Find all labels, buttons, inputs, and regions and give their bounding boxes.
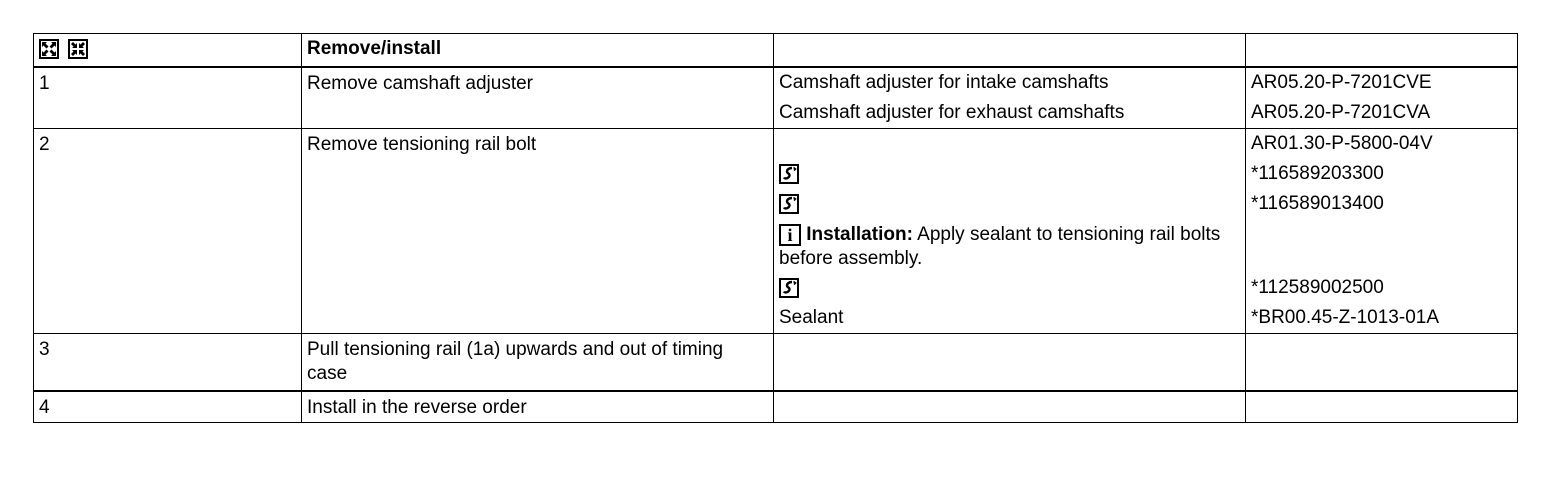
table-row bbox=[34, 334, 1518, 392]
step-details bbox=[774, 67, 1246, 129]
special-tool-icon[interactable] bbox=[779, 278, 799, 298]
table-row bbox=[34, 67, 1518, 129]
reference-link[interactable]: *BR00.45-Z-1013-01A bbox=[1251, 307, 1439, 328]
info-icon[interactable]: i bbox=[779, 224, 801, 246]
header-icons-cell bbox=[34, 34, 302, 68]
reference-link[interactable]: AR05.20-P-7201CVA bbox=[1251, 102, 1431, 123]
procedure-table bbox=[33, 33, 1518, 423]
tool-number[interactable]: *116589203300 bbox=[1251, 163, 1384, 184]
tool-number[interactable]: *116589013400 bbox=[1251, 193, 1384, 214]
detail-text: Camshaft adjuster for intake camshafts bbox=[779, 72, 1109, 93]
detail-line bbox=[779, 273, 1240, 303]
table-header-row bbox=[34, 34, 1518, 68]
special-tool-icon[interactable] bbox=[779, 164, 799, 184]
step-number: 3 bbox=[34, 334, 302, 392]
detail-text: Camshaft adjuster for exhaust camshafts bbox=[779, 102, 1125, 123]
reference-link[interactable]: AR05.20-P-7201CVE bbox=[1251, 72, 1432, 93]
note-label: Installation: bbox=[806, 224, 913, 245]
step-details bbox=[774, 129, 1246, 334]
detail-note bbox=[779, 219, 1240, 273]
reference-link[interactable]: AR01.30-P-5800-04V bbox=[1251, 133, 1433, 154]
detail-line bbox=[779, 189, 1240, 219]
tool-number[interactable]: *112589002500 bbox=[1251, 277, 1384, 298]
step-number: 1 bbox=[34, 67, 302, 129]
reference-empty bbox=[1251, 219, 1512, 273]
header-empty-cell bbox=[1246, 34, 1518, 68]
expand-arrows-icon[interactable] bbox=[39, 39, 59, 59]
table-row bbox=[34, 129, 1518, 334]
step-references bbox=[1246, 129, 1518, 334]
header-empty-cell bbox=[774, 34, 1246, 68]
step-references bbox=[1246, 391, 1518, 423]
step-references bbox=[1246, 67, 1518, 129]
step-action: Install in the reverse order bbox=[302, 391, 774, 423]
detail-line bbox=[779, 159, 1240, 189]
special-tool-icon[interactable] bbox=[779, 194, 799, 214]
table-row bbox=[34, 391, 1518, 423]
header-title: Remove/install bbox=[302, 34, 774, 68]
step-details bbox=[774, 391, 1246, 423]
note-text: Apply sealant to tensioning rail bolts before assembly. bbox=[779, 224, 1221, 269]
detail-text: Sealant bbox=[779, 307, 844, 328]
detail-text bbox=[779, 129, 1240, 159]
step-references bbox=[1246, 334, 1518, 392]
step-details bbox=[774, 334, 1246, 392]
step-action: Remove tensioning rail bolt bbox=[302, 129, 774, 334]
step-action: Pull tensioning rail (1a) upwards and out of timing case bbox=[302, 334, 774, 392]
step-number: 4 bbox=[34, 391, 302, 423]
step-action: Remove camshaft adjuster bbox=[302, 67, 774, 129]
collapse-arrows-icon[interactable] bbox=[68, 39, 88, 59]
step-number: 2 bbox=[34, 129, 302, 334]
